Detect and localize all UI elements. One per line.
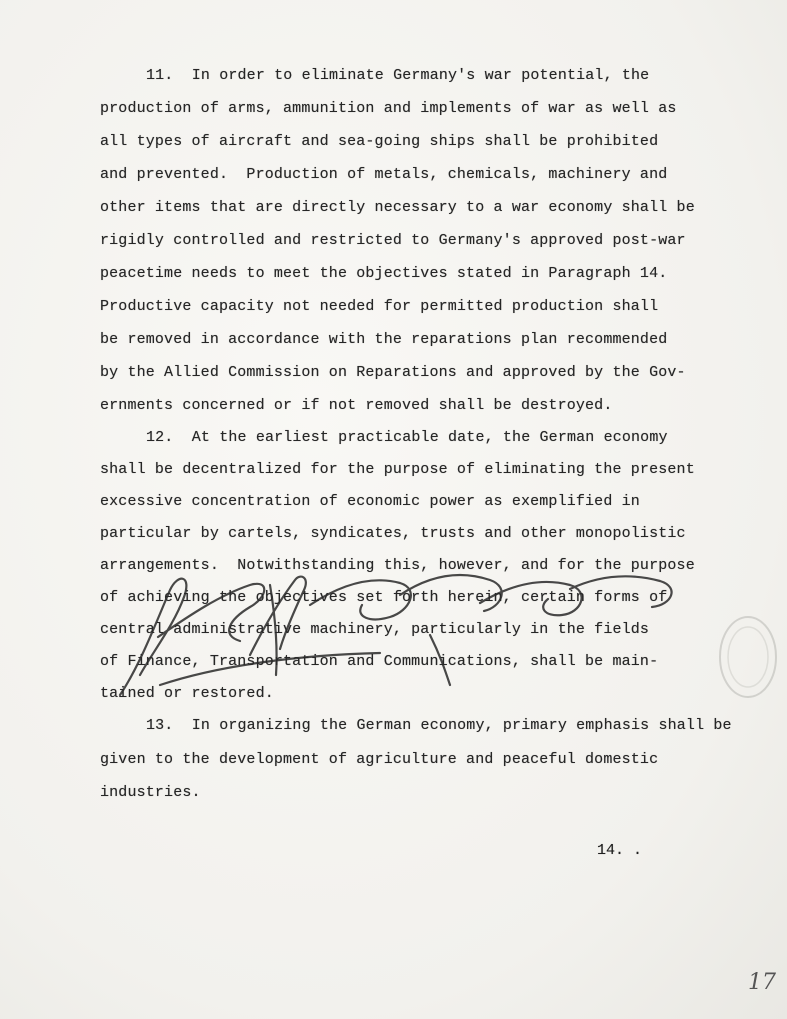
- continuation-marker: 14. .: [597, 842, 643, 859]
- para-11-line-11: ernments concerned or if not removed shall be destroyed.: [100, 397, 613, 414]
- para-13-line-1: 13. In organizing the German economy, primary emphasis shall be: [146, 717, 732, 734]
- para-11-line-7: peacetime needs to meet the objectives stated in Paragraph 14.: [100, 265, 668, 282]
- para-12-line-6: of achieving the objectives set forth herein, certain forms of: [100, 589, 668, 606]
- para-12-line-8: of Finance, Transportation and Communications, shall be main-: [100, 653, 659, 670]
- para-12-line-3: excessive concentration of economic power as exemplified in: [100, 493, 640, 510]
- para-11-line-1: 11. In order to eliminate Germany's war potential, the: [146, 67, 650, 84]
- para-11-line-3: all types of aircraft and sea-going ships shall be prohibited: [100, 133, 659, 150]
- para-12-line-9: tained or restored.: [100, 685, 274, 702]
- para-11-line-2: production of arms, ammunition and implements of war as well as: [100, 100, 677, 117]
- para-12-line-2: shall be decentralized for the purpose of eliminating the present: [100, 461, 695, 478]
- para-12-line-7: central administrative machinery, particularly in the fields: [100, 621, 650, 638]
- para-12-line-1: 12. At the earliest practicable date, the German economy: [146, 429, 668, 446]
- para-13-line-3: industries.: [100, 784, 201, 801]
- para-12-line-5: arrangements. Notwithstanding this, however, and for the purpose: [100, 557, 695, 574]
- para-12-line-4: particular by cartels, syndicates, trusts and other monopolistic: [100, 525, 686, 542]
- para-11-line-10: by the Allied Commission on Reparations and approved by the Gov-: [100, 364, 686, 381]
- para-11-line-4: and prevented. Production of metals, chemicals, machinery and: [100, 166, 668, 183]
- page-number: 17: [748, 970, 776, 995]
- para-13-line-2: given to the development of agriculture and peaceful domestic: [100, 751, 659, 768]
- para-11-line-5: other items that are directly necessary to a war economy shall be: [100, 199, 695, 216]
- para-11-line-6: rigidly controlled and restricted to Germany's approved post-war: [100, 232, 686, 249]
- para-11-line-8: Productive capacity not needed for permitted production shall: [100, 298, 659, 315]
- faint-stamp: [712, 612, 778, 702]
- para-11-line-9: be removed in accordance with the reparations plan recommended: [100, 331, 668, 348]
